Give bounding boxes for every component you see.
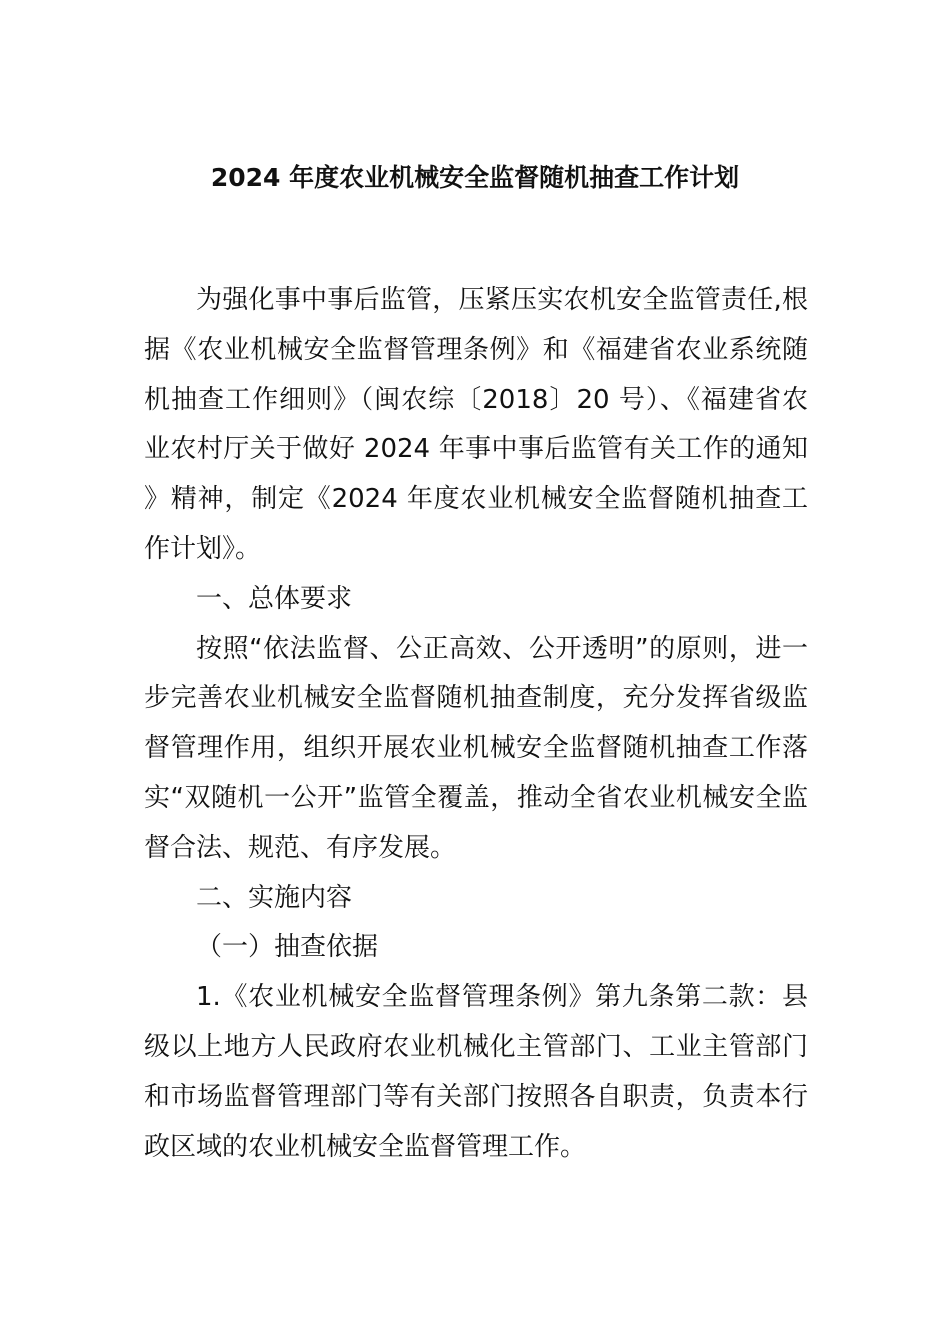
paragraph-intro: 为强化事中事后监管，压紧压实农机安全监管责任,根据《农业机械安全监督管理条例》和《福建省农业系统随机抽查工作细则》（闽农综〔2018〕20 号）、《福建省农业农村厅关于做好 2024 年事中事后监管有关工作的通知》精神，制定《2024 年度农业机械安全监督随机抽查工作计划》。 [144, 285, 808, 564]
heading-implementation-content: 二、实施内容 [196, 882, 353, 913]
document-title: 2024 年度农业机械安全监督随机抽查工作计划 [210, 163, 740, 192]
heading-general-requirements: 一、总体要求 [196, 583, 353, 614]
heading-inspection-basis: （一）抽查依据 [196, 932, 379, 963]
document-body [144, 276, 808, 1172]
paragraph-general-requirements: 按照“依法监督、公正高效、公开透明”的原则，进一步完善农业机械安全监督随机抽查制度，充分发挥省级监督管理作用，组织开展农业机械安全监督随机抽查工作落实“双随机一公开”监管全覆盖，推动全省农业机械安全监督合法、规范、有序发展。 [144, 633, 808, 863]
paragraph-basis-item-1: 1.《农业机械安全监督管理条例》第九条第二款：县级以上地方人民政府农业机械化主管部门、工业主管部门和市场监督管理部门等有关部门按照各自职责，负责本行政区域的农业机械安全监督管理工作。 [144, 982, 808, 1162]
